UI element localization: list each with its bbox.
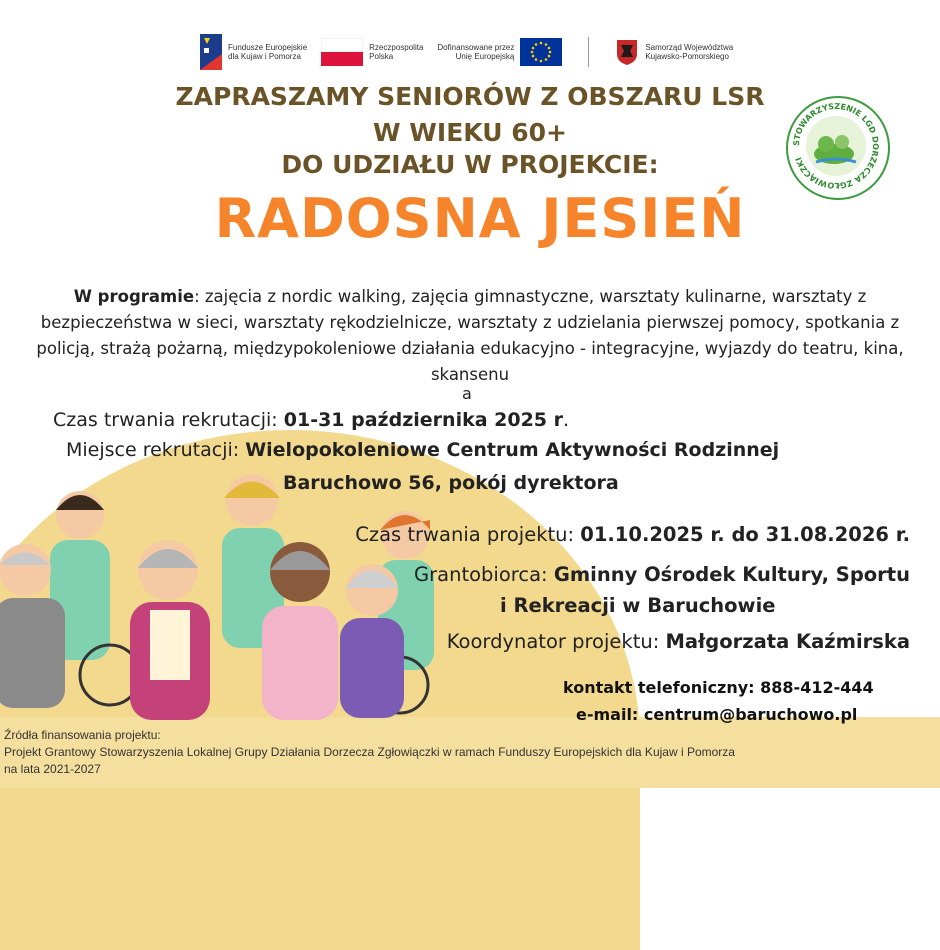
headline-line2: W WIEKU 60+ [373, 118, 567, 147]
ue-text-1: Dofinansowane przez [437, 43, 515, 52]
recruitment-time [53, 409, 569, 431]
project-title: RADOSNA JESIEŃ [214, 187, 746, 250]
contact-phone: kontakt telefoniczny: 888-412-444 [563, 678, 874, 697]
region-text-1: Samorząd Województwa [645, 43, 734, 52]
project-time-label: Czas trwania projektu: [355, 523, 581, 546]
project-time-value: 01.10.2025 r. do 31.08.2026 r. [580, 523, 910, 546]
contact-email: e-mail: centrum@baruchowo.pl [576, 705, 858, 724]
headline-line3: DO UDZIAŁU W PROJEKCIE: [281, 150, 659, 179]
recruitment-time-label: Czas trwania rekrutacji: [53, 409, 284, 431]
recruitment-time-value: 01-31 października 2025 r [283, 409, 564, 431]
seal-text-path: STOWARZYSZENIE LGD DORZECZA ZGŁOWIĄCZKI [791, 101, 881, 191]
footer-line3: na lata 2021-2027 [4, 762, 101, 776]
seal-emblem-icon [786, 96, 886, 196]
program-text: : zajęcia z nordic walking, zajęcia gimnastyczne, warsztaty kulinarne, warsztaty z bezpieczeństwa w sieci, warsztaty rękodzielnicze, warsztaty z udzielania pierwszej pomocy, spotkania z policją, strażą pożarną, międzypokoleniowe działania edukacyjno - integracyjne, wyjazdy do teatru, kina, skansenu [36, 287, 904, 384]
logo-separator [588, 37, 589, 67]
logo-rp [321, 38, 423, 66]
recruitment-place-label: Miejsce rekrutacji: [66, 439, 246, 461]
rp-text-1: Rzeczpospolita [369, 43, 424, 52]
coordinator-label: Koordynator projektu: [446, 630, 666, 653]
coordinator [447, 630, 910, 653]
grantee-value1: Gminny Ośrodek Kultury, Sportu [553, 563, 910, 586]
region-crest-icon [615, 38, 639, 66]
logo-region [615, 38, 733, 66]
fe-text-1: Fundusze Europejskie [228, 43, 308, 52]
grantee-line2 [500, 594, 776, 617]
fe-logo-icon [200, 34, 222, 70]
coordinator-value: Małgorzata Kaźmirska [665, 630, 910, 653]
program-description [18, 284, 922, 388]
grantee [414, 563, 910, 586]
logo-ue [437, 38, 562, 66]
logo-fe [200, 34, 307, 70]
lgd-seal [786, 96, 890, 200]
grantee-label: Grantobiorca: [414, 563, 554, 586]
recruitment-place-value1: Wielopokoleniowe Centrum Aktywności Rodzinnej [245, 439, 780, 461]
footer-line2: Projekt Grantowy Stowarzyszenia Lokalnej Grupy Działania Dorzecza Zgłowiączki w ramach Funduszy Europejskich dla Kujaw i Pomorza [4, 745, 735, 759]
recruitment-place-line2 [283, 472, 619, 494]
project-time [355, 523, 910, 546]
footer-line1: Źródła finansowania projektu: [4, 728, 161, 742]
grantee-value2: i Rekreacji w Baruchowie [500, 594, 776, 617]
fe-text-2: dla Kujaw i Pomorza [228, 52, 301, 61]
recruitment-time-suffix: . [563, 409, 570, 431]
headline-line1: ZAPRASZAMY SENIORÓW Z OBSZARU LSR [175, 82, 765, 111]
program-label: W programie [73, 287, 195, 306]
poland-flag-icon [321, 38, 363, 66]
footer-funding [4, 727, 934, 778]
recruitment-place [66, 439, 779, 461]
program-stray-letter: a [462, 384, 472, 403]
eu-flag-icon [520, 38, 562, 66]
rp-text-2: Polska [369, 52, 394, 61]
ue-text-2: Unię Europejską [455, 52, 515, 61]
seniors-illustration [0, 460, 470, 720]
recruitment-place-value2: Baruchowo 56, pokój dyrektora [283, 472, 619, 494]
logo-bar [200, 30, 733, 74]
region-text-2: Kujawsko-Pomorskiego [645, 52, 729, 61]
